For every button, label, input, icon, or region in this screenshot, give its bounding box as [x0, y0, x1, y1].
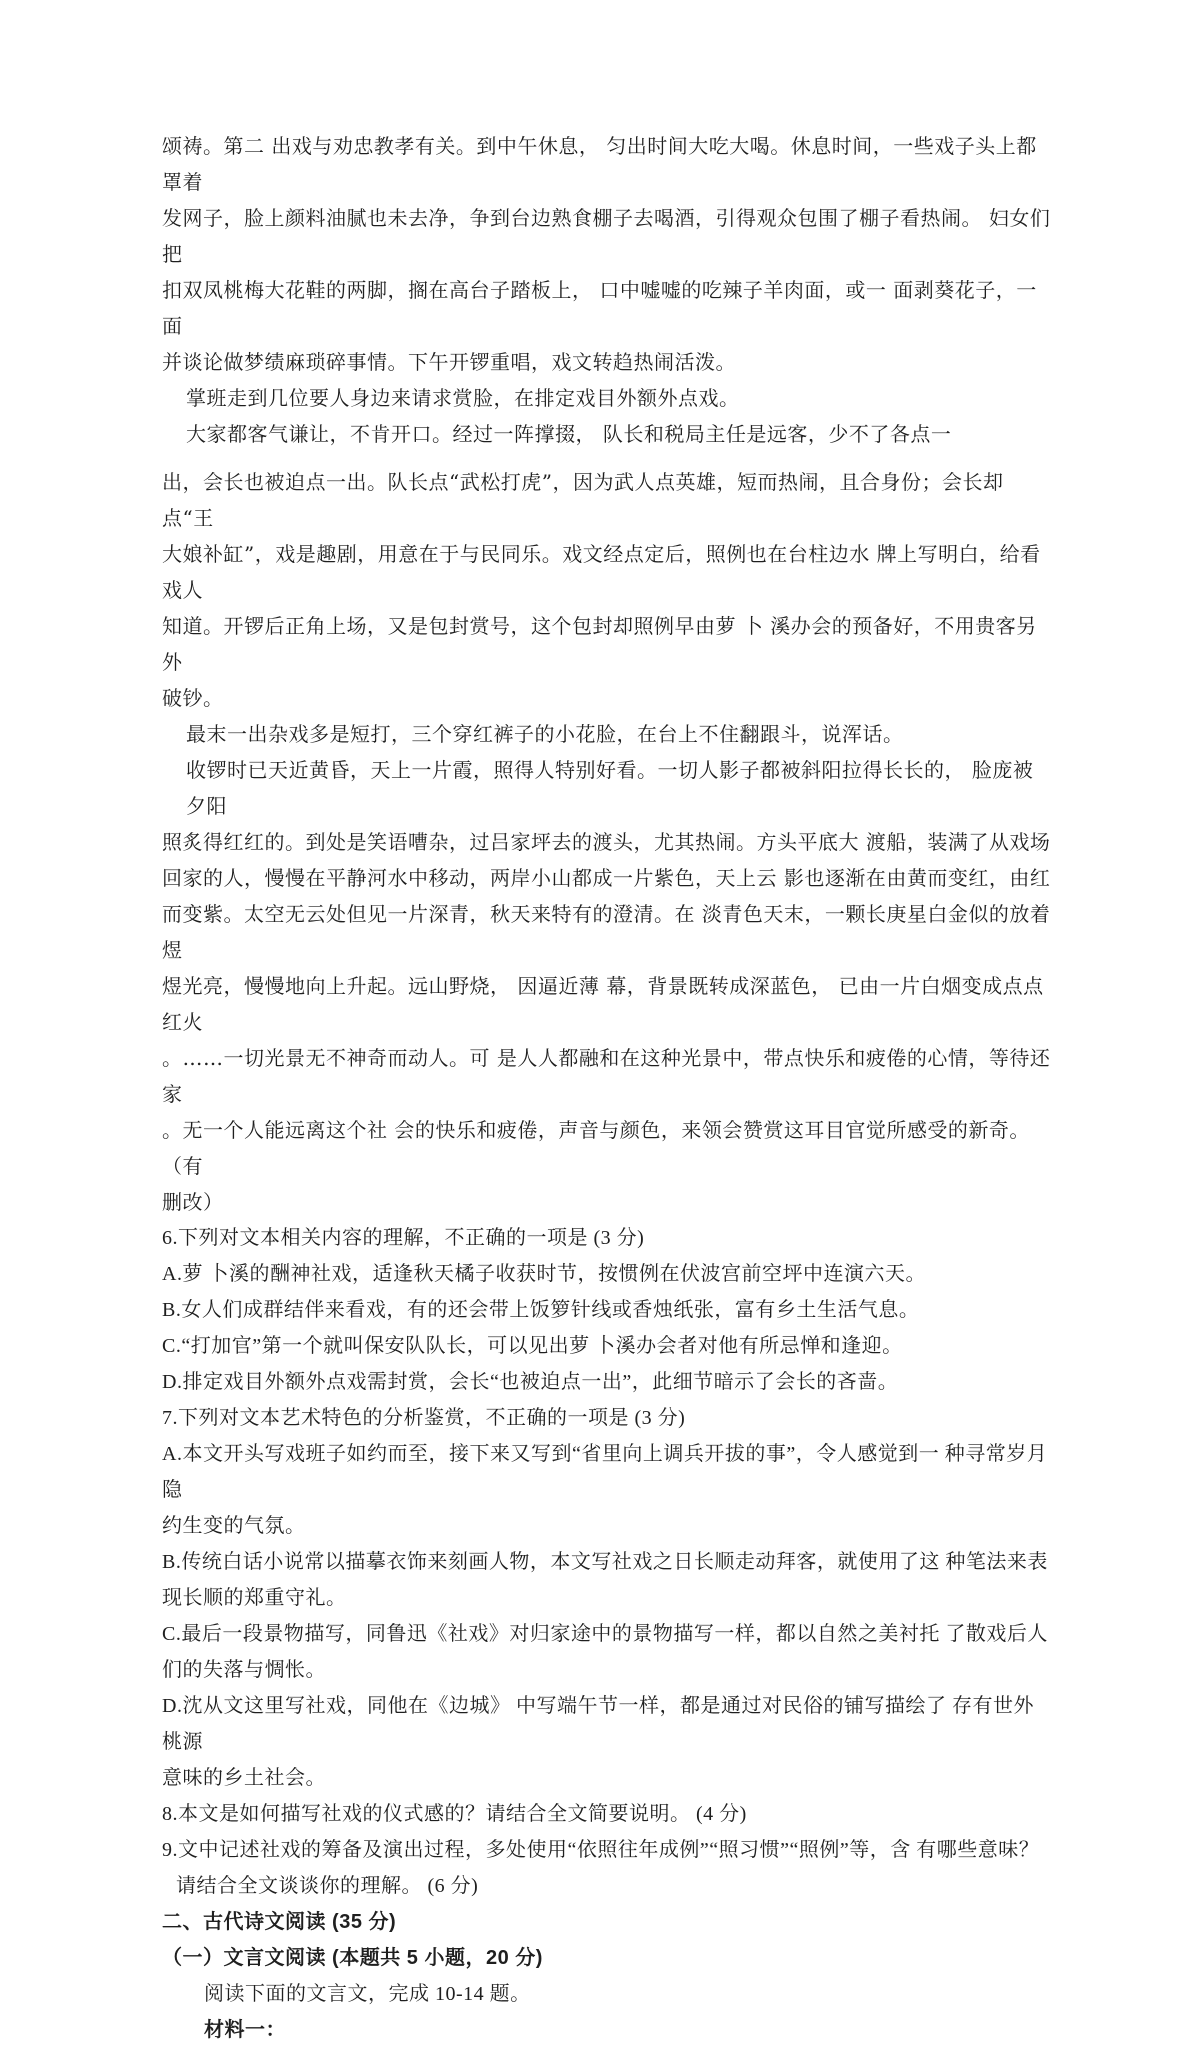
material-1-label: 材料一： — [204, 2019, 286, 2041]
question-9-stem: 9.文中记述社戏的筹备及演出过程，多处使用“依照往年成例”“照习惯”“照例”等，含 有哪些意味？ — [162, 1839, 1040, 1861]
option-6-c: C.“打加官”第一个就叫保安队队长，可以见出萝 卜溪办会者对他有所忌惮和逢迎。 — [162, 1335, 903, 1357]
passage-line: 发网子，脸上颜料油腻也未去净，争到台边熟食棚子去喝酒，引得观众包围了棚子看热闹。 妇女们把 — [162, 206, 1051, 266]
option-7-d-cont: 意味的乡土社会。 — [162, 1767, 326, 1789]
question-9-cont: 请结合全文谈谈你的理解。 (6 分) — [176, 1875, 479, 1897]
subsection-heading-1: （一）文言文阅读 (本题共 5 小题，20 分) — [162, 1947, 543, 1969]
passage-line: 破钞。 — [162, 686, 224, 710]
passage-line: 删改） — [162, 1190, 224, 1214]
passage-line: 大家都客气谦让，不肯开口。经过一阵撑掇， 队长和税局主任是远客，少不了各点一 — [186, 422, 952, 446]
option-7-c: C.最后一段景物描写，同鲁迅《社戏》对归家途中的景物描写一样，都以自然之美衬托 了散戏后人 — [162, 1623, 1048, 1645]
question-6-stem: 6.下列对文本相关内容的理解，不正确的一项是 (3 分) — [162, 1227, 645, 1249]
passage-line: 出，会长也被迫点一出。队长点“武松打虎”，因为武人点英雄，短而热闹，且合身份；会长却点“王 — [162, 470, 1004, 530]
option-7-b: B.传统白话小说常以描摹衣饰来刻画人物，本文写社戏之日长顺走动拜客，就使用了这 种笔法来表 — [162, 1551, 1048, 1573]
question-8-stem: 8.本文是如何描写社戏的仪式感的？请结合全文简要说明。 (4 分) — [162, 1803, 747, 1825]
document-body — [162, 128, 1052, 2048]
passage-line: 最末一出杂戏多是短打，三个穿红裤子的小花脸，在台上不住翻跟斗，说浑话。 — [186, 722, 904, 746]
option-7-a-cont: 约生变的气氛。 — [162, 1515, 306, 1537]
passage-line: 大娘补缸”，戏是趣剧，用意在于与民同乐。戏文经点定后，照例也在台柱边水 牌上写明白，给看戏人 — [162, 542, 1041, 602]
passage-line: 并谈论做梦绩麻琐碎事情。下午开锣重唱，戏文转趋热闹活泼。 — [162, 350, 736, 374]
question-7-stem: 7.下列对文本艺术特色的分析鉴赏，不正确的一项是 (3 分) — [162, 1407, 686, 1429]
passage-line: 知道。开锣后正角上场，又是包封赏号，这个包封却照例早由萝 卜 溪办会的预备好，不用贵客另外 — [162, 614, 1037, 674]
passage-line: 颂祷。第二 出戏与劝忠教孝有关。到中午休息， 匀出时间大吃大喝。休息时间，一些戏子头上都罩着 — [162, 134, 1037, 194]
option-7-c-cont: 们的失落与惆怅。 — [162, 1659, 326, 1681]
passage-line: 而变紫。太空无云处但见一片深青，秋天来特有的澄清。在 淡青色天末，一颗长庚星白金似的放着煜 — [162, 902, 1051, 962]
reading-instruction: 阅读下面的文言文，完成 10-14 题。 — [204, 1983, 531, 2005]
passage-line: 照炙得红红的。到处是笑语嘈杂，过吕家坪去的渡头，尤其热闹。方头平底大 渡船，装满了从戏场 — [162, 830, 1051, 854]
passage-line: 煜光亮，慢慢地向上升起。远山野烧， 因逼近薄 幕，背景既转成深蓝色， 已由一片白烟变成点点红火 — [162, 974, 1044, 1034]
option-6-b: B.女人们成群结伴来看戏，有的还会带上饭箩针线或香烛纸张，富有乡土生活气息。 — [162, 1299, 920, 1321]
option-7-b-cont: 现长顺的郑重守礼。 — [162, 1587, 347, 1609]
passage-line: 回家的人，慢慢在平静河水中移动，两岸小山都成一片紫色，天上云 影也逐渐在由黄而变红，由红 — [162, 866, 1051, 890]
passage-line: 。……一切光景无不神奇而动人。可 是人人都融和在这种光景中，带点快乐和疲倦的心情，等待还家 — [162, 1046, 1051, 1106]
passage-line: 。无一个人能远离这个社 会的快乐和疲倦，声音与颜色，来领会赞赏这耳目官觉所感受的新奇。（有 — [162, 1118, 1030, 1178]
passage-line: 扣双凤桃梅大花鞋的两脚，搁在高台子踏板上， 口中嘘嘘的吃辣子羊肉面，或一 面剥葵花子，一面 — [162, 278, 1037, 338]
passage-line: 掌班走到几位要人身边来请求赏脸，在排定戏目外额外点戏。 — [186, 386, 740, 410]
section-heading-2: 二、古代诗文阅读 (35 分) — [162, 1911, 397, 1933]
option-7-d: D.沈从文这里写社戏，同他在《边城》 中写端午节一样，都是通过对民俗的铺写描绘了 存有世外桃源 — [162, 1695, 1034, 1753]
option-6-a: A.萝 卜溪的酬神社戏，适逢秋天橘子收获时节，按惯例在伏波宫前空坪中连演六天。 — [162, 1263, 926, 1285]
passage-line: 收锣时已天近黄昏，天上一片霞，照得人特别好看。一切人影子都被斜阳拉得长长的， 脸庞被夕阳 — [186, 758, 1034, 818]
option-7-a: A.本文开头写戏班子如约而至，接下来又写到“省里向上调兵开拔的事”，令人感觉到一 种寻常岁月隐 — [162, 1443, 1048, 1501]
option-6-d: D.排定戏目外额外点戏需封赏，会长“也被迫点一出”，此细节暗示了会长的吝啬。 — [162, 1371, 899, 1393]
